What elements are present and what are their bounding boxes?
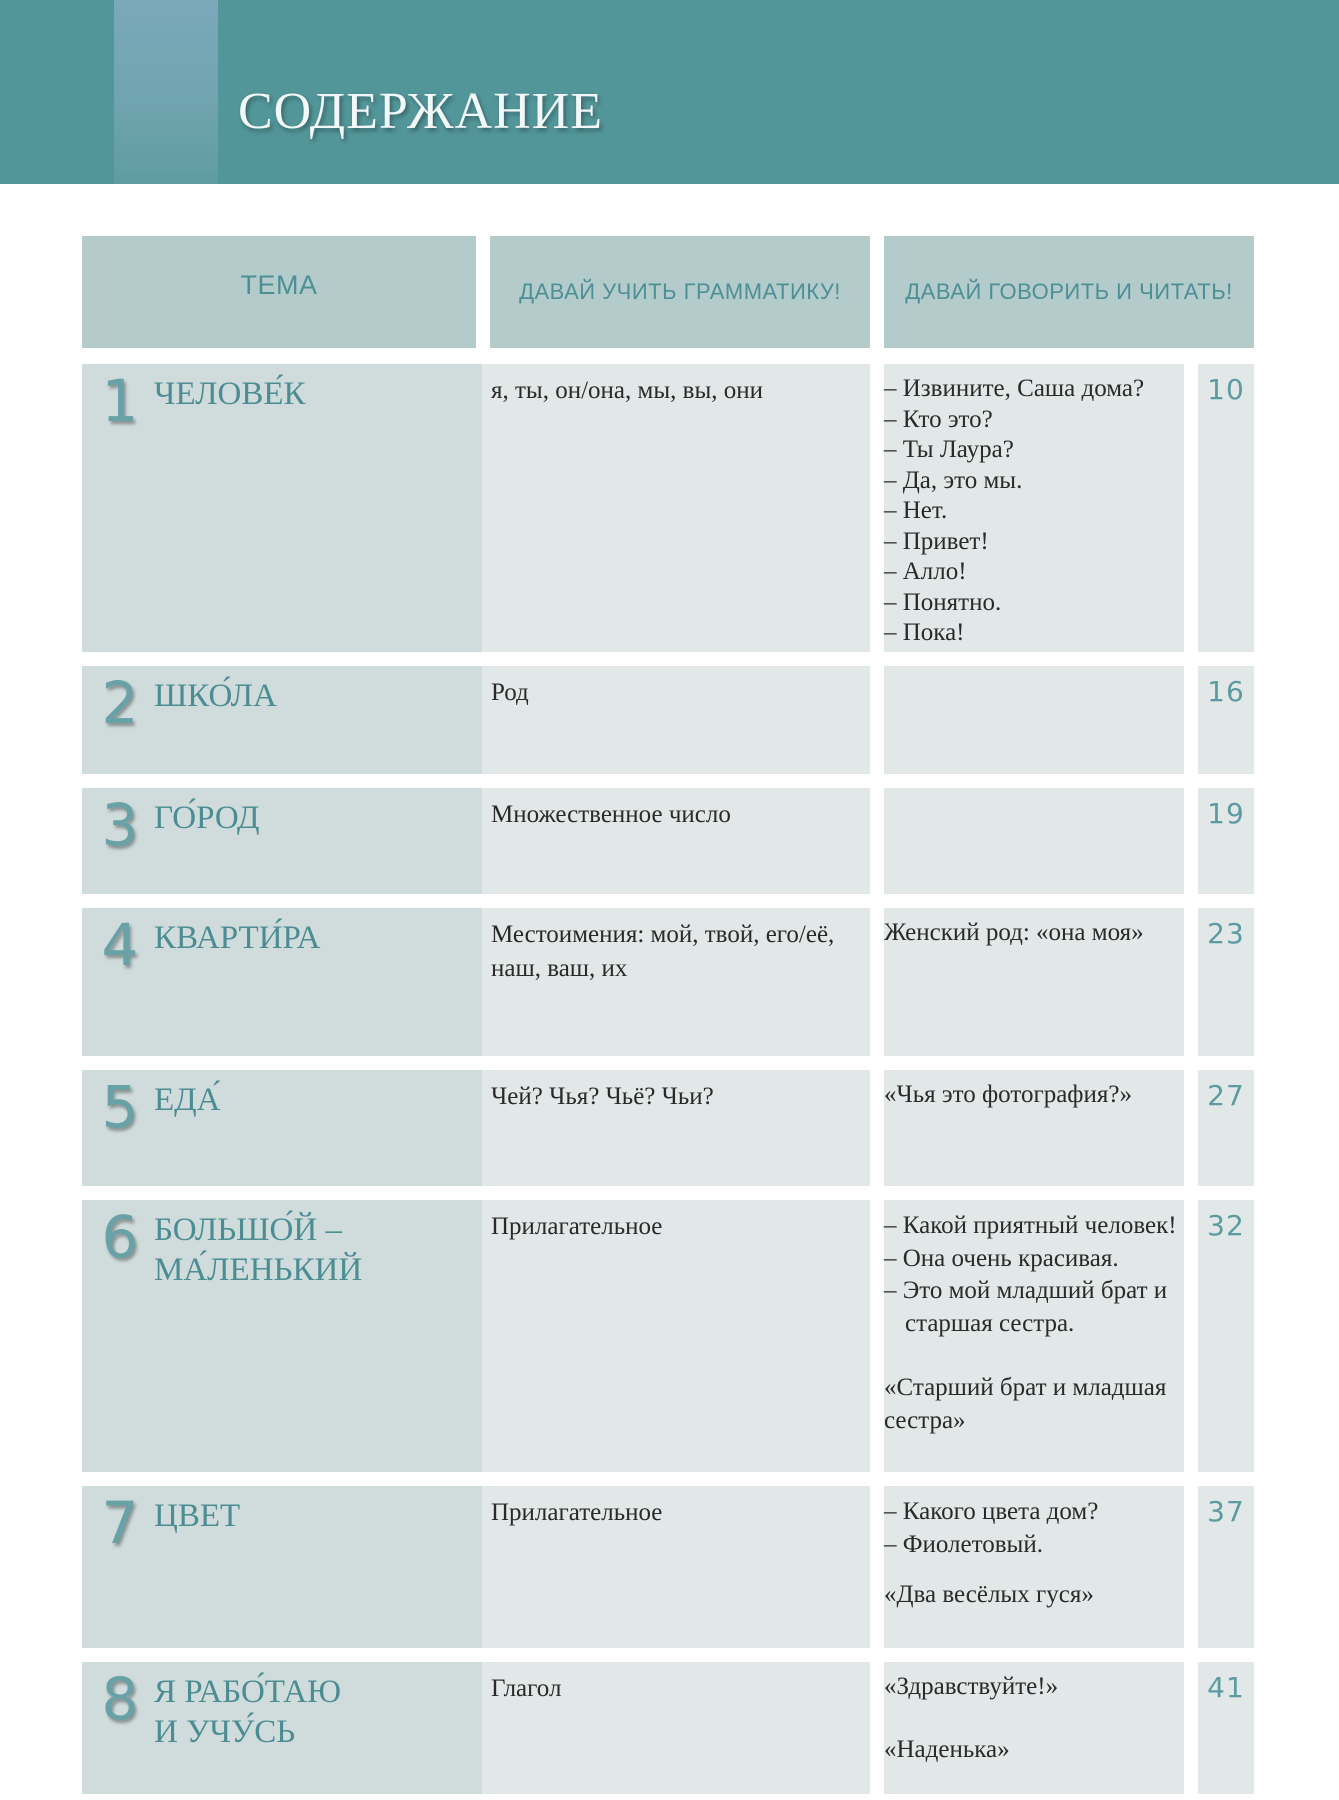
column-header-grammar: ДАВАЙ УЧИТЬ ГРАММАТИКУ!: [490, 236, 870, 348]
table-row-unit-8: [0, 1662, 1339, 1794]
unit-title: ЦВЕТ: [154, 1498, 241, 1534]
topic-cell: [82, 1070, 482, 1186]
list-item: – Фиолетовый.: [884, 1530, 1043, 1558]
grammar-text: Род: [491, 679, 529, 706]
talk-list: [884, 1080, 1184, 1111]
grammar-text: я, ты, он/она, мы, вы, они: [491, 377, 763, 404]
list-item: – Извините, Саша дома?: [884, 375, 1145, 402]
page-number: 16: [1207, 675, 1245, 708]
list-item: «Чья это фотография?»: [884, 1081, 1132, 1108]
page-number: 32: [1207, 1209, 1245, 1242]
unit-title: ЧЕЛОВЕ́К: [154, 376, 306, 412]
unit-title: ГО́РОД: [154, 800, 260, 836]
unit-number: 4: [101, 911, 139, 979]
unit-title: БОЛЬШО́Й – МА́ЛЕНЬКИЙ: [154, 1212, 363, 1288]
list-item: – Алло!: [884, 558, 967, 585]
list-item: – Кто это?: [884, 405, 993, 433]
list-item: – Пока!: [884, 619, 965, 646]
list-item: – Нет.: [884, 497, 948, 524]
grammar-text: Прилагательное: [491, 1213, 663, 1240]
table-row-unit-5: [0, 1070, 1339, 1186]
unit-number: 8: [101, 1665, 139, 1733]
list-item: – Привет!: [884, 527, 989, 555]
list-item: – Какой приятный человек!: [884, 1212, 1177, 1239]
column-header-talk: ДАВАЙ ГОВОРИТЬ И ЧИТАТЬ!: [884, 236, 1254, 348]
column-header-topic: ТЕМА: [82, 236, 476, 348]
page-cell: [1198, 364, 1254, 652]
talk-cell: [884, 788, 1184, 894]
unit-title: КВАРТИ́РА: [154, 920, 321, 956]
table-row-unit-6: [0, 1200, 1339, 1472]
topic-cell: [82, 1486, 482, 1648]
grammar-text: Множественное число: [491, 801, 731, 828]
unit-title: ШКО́ЛА: [154, 678, 277, 714]
grammar-text: Прилагательное: [491, 1499, 663, 1526]
page-number: 27: [1207, 1079, 1245, 1112]
page-number: 19: [1207, 797, 1245, 830]
title-banner: [0, 0, 1339, 184]
banner-tab-decoration: [114, 0, 218, 184]
talk-list: [884, 918, 1184, 949]
list-item: «Старший брат и младшая сестра»: [884, 1374, 1167, 1434]
grammar-text: Местоимения: мой, твой, его/её, наш, ваш, их: [491, 921, 835, 982]
topic-cell: [82, 666, 482, 774]
list-item: – Это мой младший брат и старшая сестра.: [884, 1277, 1168, 1337]
unit-number: 5: [101, 1073, 139, 1141]
talk-list: [884, 1496, 1184, 1612]
grammar-text: Чей? Чья? Чьё? Чьи?: [491, 1083, 714, 1110]
page-number: 37: [1207, 1495, 1245, 1528]
table-row-unit-2: [0, 666, 1339, 774]
list-item: – Ты Лаура?: [884, 436, 1014, 463]
list-item: – Она очень красивая.: [884, 1244, 1119, 1272]
list-item: «Наденька»: [884, 1735, 1010, 1763]
unit-number: 7: [101, 1489, 139, 1557]
talk-cell: [884, 666, 1184, 774]
list-item: «Два весёлых гуся»: [884, 1581, 1094, 1608]
list-item: – Да, это мы.: [884, 466, 1023, 494]
table-row-unit-7: [0, 1486, 1339, 1648]
talk-list: [884, 374, 1184, 649]
page-title: СОДЕРЖАНИЕ: [238, 83, 603, 140]
talk-list: [884, 1672, 1184, 1765]
list-item: «Здравствуйте!»: [884, 1673, 1059, 1700]
table-row-unit-3: [0, 788, 1339, 894]
unit-number: 3: [101, 791, 139, 859]
unit-number: 2: [101, 669, 139, 737]
talk-list: [884, 1210, 1184, 1437]
grammar-text: Глагол: [491, 1675, 562, 1702]
topic-cell: [82, 788, 482, 894]
unit-title: Я РАБО́ТАЮ И УЧУ́СЬ: [154, 1674, 342, 1750]
page-number: 23: [1207, 917, 1245, 950]
page-number: 41: [1207, 1671, 1245, 1704]
list-item: – Какого цвета дом?: [884, 1498, 1099, 1525]
unit-number: 6: [101, 1203, 139, 1271]
unit-number: 1: [101, 367, 139, 435]
page-number: 10: [1207, 373, 1245, 406]
unit-title: ЕДА́: [154, 1082, 221, 1118]
table-row-unit-4: [0, 908, 1339, 1056]
list-item: – Понятно.: [884, 588, 1002, 616]
table-row-unit-1: [0, 364, 1339, 652]
list-item: Женский род: «она моя»: [884, 919, 1144, 946]
